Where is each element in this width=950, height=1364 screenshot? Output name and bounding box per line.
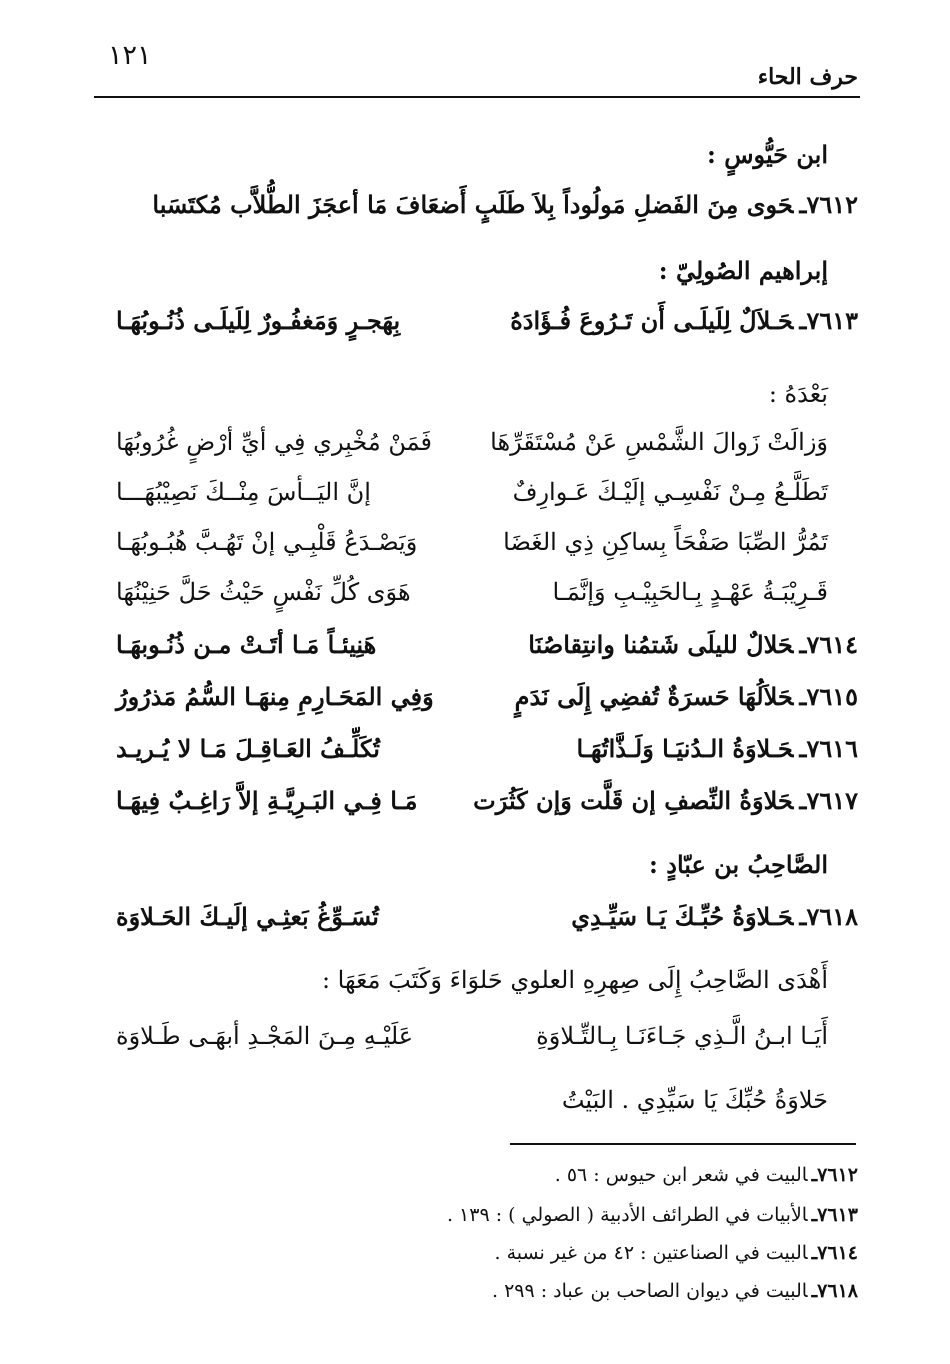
hemistich-first-text: حَـلاوَةُ حُبِّـكَ يَـا سَيِّـدِي [571, 902, 794, 931]
after-verse-4 [116, 578, 858, 618]
verse-number: ٧٦١٢ـ [799, 190, 858, 219]
gift-verse [116, 1022, 858, 1062]
running-head: حرف الحاء [757, 64, 858, 90]
footnote-number: ٧٦١٣ـ [811, 1204, 858, 1226]
hemistich-second: عَلَيْـهِ مِـنَ المَجْـدِ أبهَـى طَـلاوَة [116, 1022, 414, 1050]
hemistich-second: تُسَـوِّغُ بَعثِـي إلَيـكَ الحَـلاوَة [116, 902, 379, 931]
footnote-number: ٧٦١٤ـ [811, 1242, 858, 1264]
footnote-7613 [447, 1204, 858, 1226]
verse-text: حَوى مِنَ الفَضلِ مَولُوداً بِلاَ طَلَبٍ أَضعَافَ مَا أعجَزَ الطُّلاَّب مُكتَسَبا [152, 190, 794, 219]
verse-number: ٧٦١٣ـ [799, 306, 858, 335]
hemistich-first [528, 630, 858, 659]
prose-gift-note: أَهْدَى الصَّاحِبُ إِلَى صِهرِهِ العلوي حَلوَاءَ وَكَتَبَ مَعَهَا : [321, 966, 828, 994]
hemistich-first: تَطَلَّـعُ مِـنْ نَفْسِـي إلَيْـكَ عَـوارِفٌ [512, 478, 828, 506]
verse-7617 [116, 786, 858, 826]
hemistich-first: أَيَـا ابـنُ الَّـذِي جَـاءَنَـا بِـالتِّـلاوَةِ [536, 1022, 828, 1050]
hemistich-first: وَزالَتْ زَوالَ الشَّمْسِ عَنْ مُسْتَقَرِّهَا [490, 428, 828, 456]
prose-al-bayt: حَلاوَةُ حُبِّكَ يَا سَيِّدِي . البَيْتُ [561, 1086, 828, 1114]
hemistich-second: هَنِيئـاً مَـا أتَـتْ مـن ذُنُـوبهَـا [116, 630, 377, 659]
hemistich-second: هَوَى كُلِّ نَفْسٍ حَيْثُ حَلَّ حَنِيْنُهَا [116, 578, 411, 606]
hemistich-second: مَـا فِـي البَـرِيَّـةِ إلاَّ رَاغِـبٌ فِيهَـا [116, 786, 418, 815]
verse-number: ٧٦١٥ـ [799, 682, 858, 711]
after-label: بَعْدَهُ : [768, 380, 828, 408]
hemistich-first: قَـرِيْبَـةُ عَهْـدٍ بِـالحَبِيْـبِ وَإنَّمَـا [552, 578, 828, 606]
footnote-7612 [555, 1164, 858, 1186]
attribution-al-suli: إبراهيم الصُولِيّ : [658, 256, 828, 285]
hemistich-first: تَمُرُّ الصِّبَا صَفْحَاً بِساكِنِ ذِي الغَضَا [503, 528, 828, 556]
verse-number: ٧٦١٦ـ [799, 734, 858, 763]
footnote-7618 [492, 1280, 858, 1302]
hemistich-first-text: حَـلاَلٌ لِلَيلَـى أَن تَـرُوعَ فُـؤَادَهُ [510, 306, 794, 335]
verse-7612 [116, 190, 858, 219]
after-verse-2 [116, 478, 858, 518]
attribution-al-sahib: الصَّاحِبُ بن عبّادٍ : [649, 850, 828, 879]
footnote-7614 [495, 1242, 859, 1264]
hemistich-second: فَمَنْ مُخْبِري فِي أيِّ أرْضٍ غُرُوبُهَا [116, 428, 433, 456]
hemistich-first-text: حَلاوَةُ النِّصفِ إن قَلَّت وَإن كَثُرَت [473, 786, 794, 815]
footnote-rule [510, 1143, 856, 1145]
hemistich-second: وَفِي المَحَـارِمِ مِنهَـا السُّمُ مَذرُورُ [116, 682, 434, 711]
hemistich-first [571, 902, 858, 931]
hemistich-second: بِهَجـرٍ وَمَغفُـورٌ لِلَيلَـى ذُنُـوبُهَـا [116, 306, 401, 335]
footnote-text: البيت في ديوان الصاحب بن عباد : ٢٩٩ . [491, 1280, 808, 1302]
header-rule [94, 96, 860, 98]
hemistich-first-text: حَلالٌ لليلَى شَتمُنا وانتِقاصُنَا [528, 630, 794, 659]
page-number: ١٢١ [108, 40, 152, 71]
hemistich-first [510, 306, 858, 335]
hemistich-first-text: حَـلاوَةُ الـدُنيَـا وَلَـذَّاتُهَـا [576, 734, 794, 763]
verse-7615 [116, 682, 858, 722]
verse-7614 [116, 630, 858, 670]
verse-number: ٧٦١٨ـ [799, 902, 858, 931]
footnote-number: ٧٦١٢ـ [811, 1164, 858, 1186]
hemistich-first-text: حَلاَلُهَا حَسرَةٌ تُفضِي إِلَى نَدَمٍ [514, 682, 794, 711]
footnote-text: الأبيات في الطرائف الأدبية ( الصولي ) : ١٣٩ . [446, 1204, 808, 1226]
hemistich-second: إنَّ اليَــأسَ مِنْــكَ نَصِيْبُهَـــا [116, 478, 371, 506]
footnote-text: البيت في الصناعتين : ٤٢ من غير نسبة . [494, 1242, 808, 1264]
verse-7613 [116, 306, 858, 346]
after-verse-1 [116, 428, 858, 468]
verse-7616 [116, 734, 858, 774]
hemistich-first [515, 682, 858, 711]
verse-number: ٧٦١٤ـ [799, 630, 858, 659]
hemistich-second: تُكَلِّـفُ العَـاقِـلَ مَـا لا يُـريـد [116, 734, 380, 763]
hemistich-first [577, 734, 858, 763]
attribution-ibn-hayyus: ابن حَيُّوسٍ : [707, 140, 828, 169]
footnote-text: البيت في شعر ابن حيوس : ٥٦ . [554, 1164, 808, 1186]
footnote-number: ٧٦١٨ـ [811, 1280, 858, 1302]
hemistich-first [473, 786, 858, 815]
verse-7618 [116, 902, 858, 942]
hemistich-second: وَيَصْـدَعُ قَلْبِـي إنْ تَهُـبَّ هُبُـوبُهَـا [116, 528, 418, 556]
verse-number: ٧٦١٧ـ [799, 786, 858, 815]
after-verse-3 [116, 528, 858, 568]
